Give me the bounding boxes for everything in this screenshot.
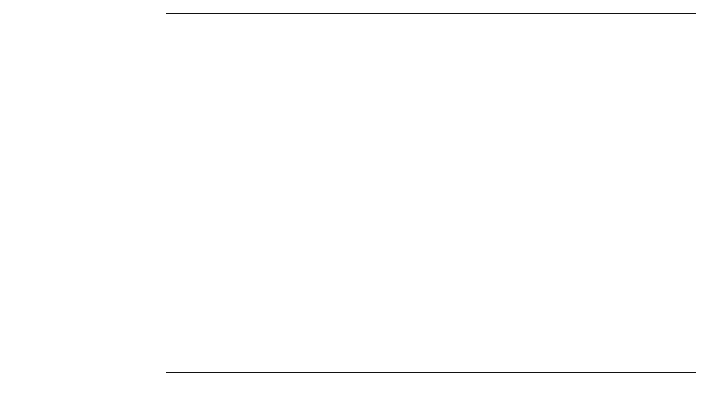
top-rule [166,13,696,14]
bottom-rule [166,372,696,373]
figure-caption [0,384,720,399]
